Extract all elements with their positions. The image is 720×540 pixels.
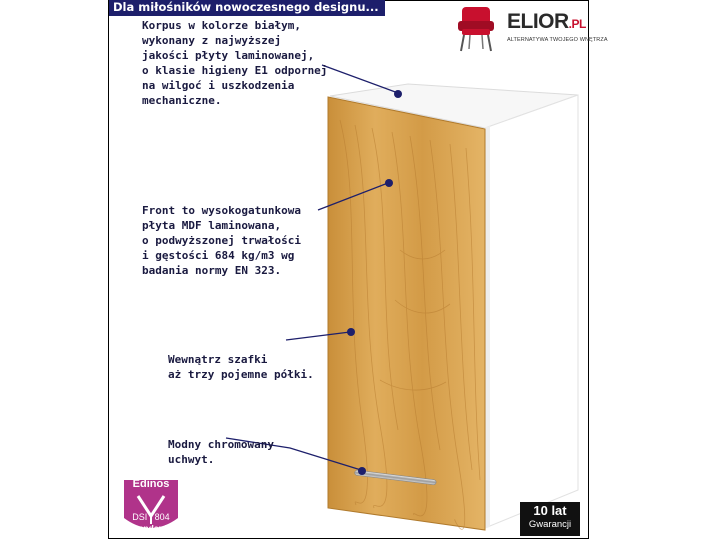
- annotation-handle: Modny chromowany uchwyt.: [168, 438, 274, 466]
- annotation-shelves: Wewnątrz szafki aż trzy pojemne półki.: [168, 353, 314, 381]
- annotation-front: Front to wysokogatunkowa płyta MDF laminowana, o podwyższonej trwałości i gęstości 684 kg/m3 wg badania normy EN 323.: [142, 204, 301, 277]
- warranty-badge: [520, 502, 580, 536]
- annotation-body: Korpus w kolorze białym, wykonany z najwyższej jakości płyty laminowanej, o klasie higieny E1 odpornej na wilgoć i uszkodzenia mechaniczne.: [142, 19, 328, 107]
- edinos-standards-label: Standards: [130, 523, 172, 533]
- brand-name[interactable]: ELIOR.PL: [507, 10, 586, 33]
- edinos-dsi-code: DSI | 804: [132, 512, 170, 522]
- warranty-years: 10 lat: [533, 503, 567, 518]
- headline-banner: Dla miłośników nowoczesnego designu...: [109, 0, 385, 16]
- edinos-title: Edinos: [132, 478, 170, 490]
- brand-tagline: ALTERNATYWA TWOJEGO WNĘTRZA: [507, 37, 608, 43]
- edinos-standards-badge: [120, 478, 182, 536]
- warranty-label: Gwarancji: [528, 519, 572, 530]
